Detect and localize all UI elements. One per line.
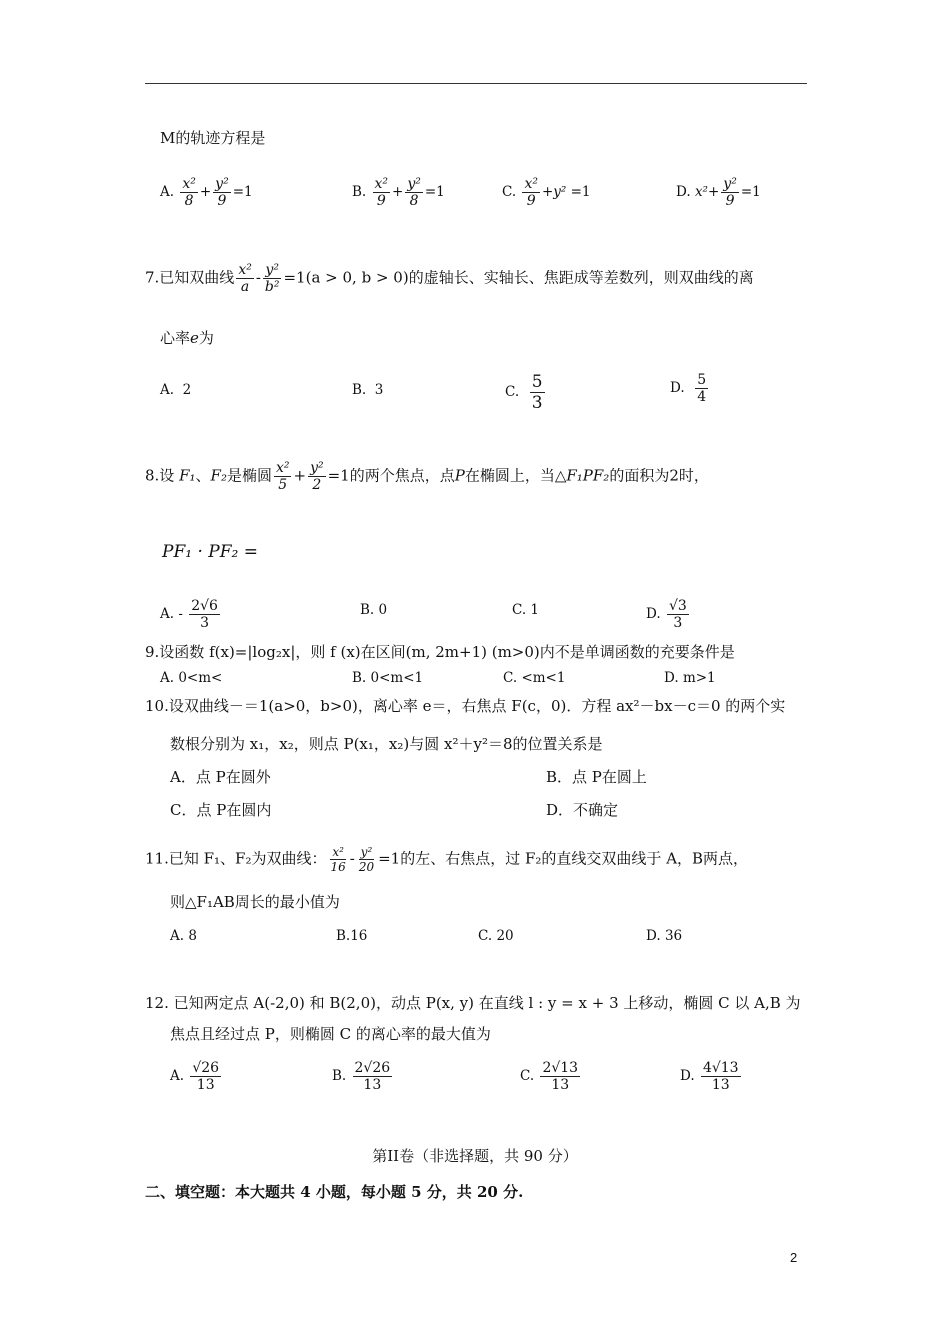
q6-option-c: C. $\frac{\text{x²}}{9}$ +y² =1 <box>502 176 591 209</box>
q6-option-a: A. $\frac{\text{x²}}{8}$ + $\frac{\text{y²}}{9}$ =1 <box>160 176 253 209</box>
q10-option-d: D．不确定 <box>546 801 619 819</box>
q11-option-b: B.16 <box>336 928 368 944</box>
section2-heading: 二、填空题：本大题共 4 小题，每小题 5 分，共 20 分. <box>145 1183 524 1201</box>
q6-stem-tail: M的轨迹方程是 <box>160 129 266 147</box>
q10-line2: 数根分别为 x₁，x₂，则点 P(x₁，x₂)与圆 x²＋y²＝8的位置关系是 <box>170 735 603 753</box>
q9-option-a: A. 0<m< <box>160 670 223 686</box>
q11-line2: 则△F₁AB周长的最小值为 <box>170 893 340 911</box>
q8-option-b: B. 0 <box>360 602 388 618</box>
q10-option-c: C．点 P在圆内 <box>170 801 272 819</box>
q8-option-d: D. $\frac{√3}{3}$ <box>646 598 687 631</box>
q6-option-b: B. $\frac{\text{x²}}{9}$ + $\frac{\text{y²}}{8}$ =1 <box>352 176 445 209</box>
q7-option-c: C. $\frac{5}{3}$ <box>505 372 543 413</box>
q6-option-d: D. x²+ $\frac{\text{y²}}{9}$ =1 <box>676 176 761 209</box>
q12-option-b: B. $\frac{2√26}{13}$ <box>332 1060 391 1093</box>
q9-option-c: C. <m<1 <box>503 670 566 686</box>
q7-option-a: A. 2 <box>160 382 192 398</box>
q7-option-b: B. 3 <box>352 382 384 398</box>
q8-vector-expression: PF₁ · PF₂ = <box>162 542 258 562</box>
q8-option-a: A. - $\frac{2√6}{3}$ <box>160 598 218 631</box>
q12-option-a: A. $\frac{√26}{13}$ <box>170 1060 220 1093</box>
q10-option-b: B．点 P在圆上 <box>546 768 647 786</box>
q11-option-c: C. 20 <box>478 928 514 944</box>
q10-option-a: A．点 P在圆外 <box>170 768 271 786</box>
q10-line1: 10.设双曲线－＝1(a>0，b>0)，离心率 e＝，右焦点 F(c，0)．方程 ax²－bx－c＝0 的两个实 <box>145 697 786 715</box>
q9-stem: 9.设函数 f(x)=|log₂x|，则 f (x)在区间(m, 2m+1) (m>0)内不是单调函数的充要条件是 <box>145 643 735 661</box>
q11-stem: 11.已知 F₁、F₂为双曲线： $\frac{\text{x²}}{16}$ - $\frac{\text{y²}}{20}$ =1的左、右焦点，过 F₂的直线交双曲线于 A，B两点， <box>145 845 749 874</box>
q12-option-c: C. $\frac{2√13}{13}$ <box>520 1060 579 1093</box>
section2-title: 第II卷（非选择题，共 90 分） <box>372 1147 578 1165</box>
q12-option-d: D. $\frac{4√13}{13}$ <box>680 1060 739 1093</box>
header-rule <box>145 83 807 84</box>
q9-option-b: B. 0<m<1 <box>352 670 424 686</box>
q11-option-d: D. 36 <box>646 928 683 944</box>
q9-option-d: D. m>1 <box>664 670 716 686</box>
q12-line1: 12. 已知两定点 A(-2,0) 和 B(2,0)，动点 P(x, y) 在直线 l : y = x + 3 上移动，椭圆 C 以 A,B 为 <box>145 994 801 1012</box>
page-number: 2 <box>790 1250 798 1265</box>
q8-option-c: C. 1 <box>512 602 540 618</box>
q12-line2: 焦点且经过点 P，则椭圆 C 的离心率的最大值为 <box>170 1025 491 1043</box>
q7-line2: 心率e为 <box>160 329 214 347</box>
q11-option-a: A. 8 <box>170 928 197 944</box>
q7-option-d: D. $\frac{5}{4}$ <box>670 372 707 405</box>
q8-stem: 8.设 F₁、F₂是椭圆 $\frac{\text{x²}}{5}$ + $\frac{\text{y²}}{2}$ =1的两个焦点，点P在椭圆上，当△F₁PF₂的面积为2时， <box>145 460 709 493</box>
q7-stem: 7.已知双曲线 $\frac{\text{x²}}{a}$ - $\frac{\text{y²}}{\text{b²}}$ =1(a > 0, b > 0)的虚轴长、实轴长、焦距成等差数列，则双曲线的离 <box>145 262 754 295</box>
